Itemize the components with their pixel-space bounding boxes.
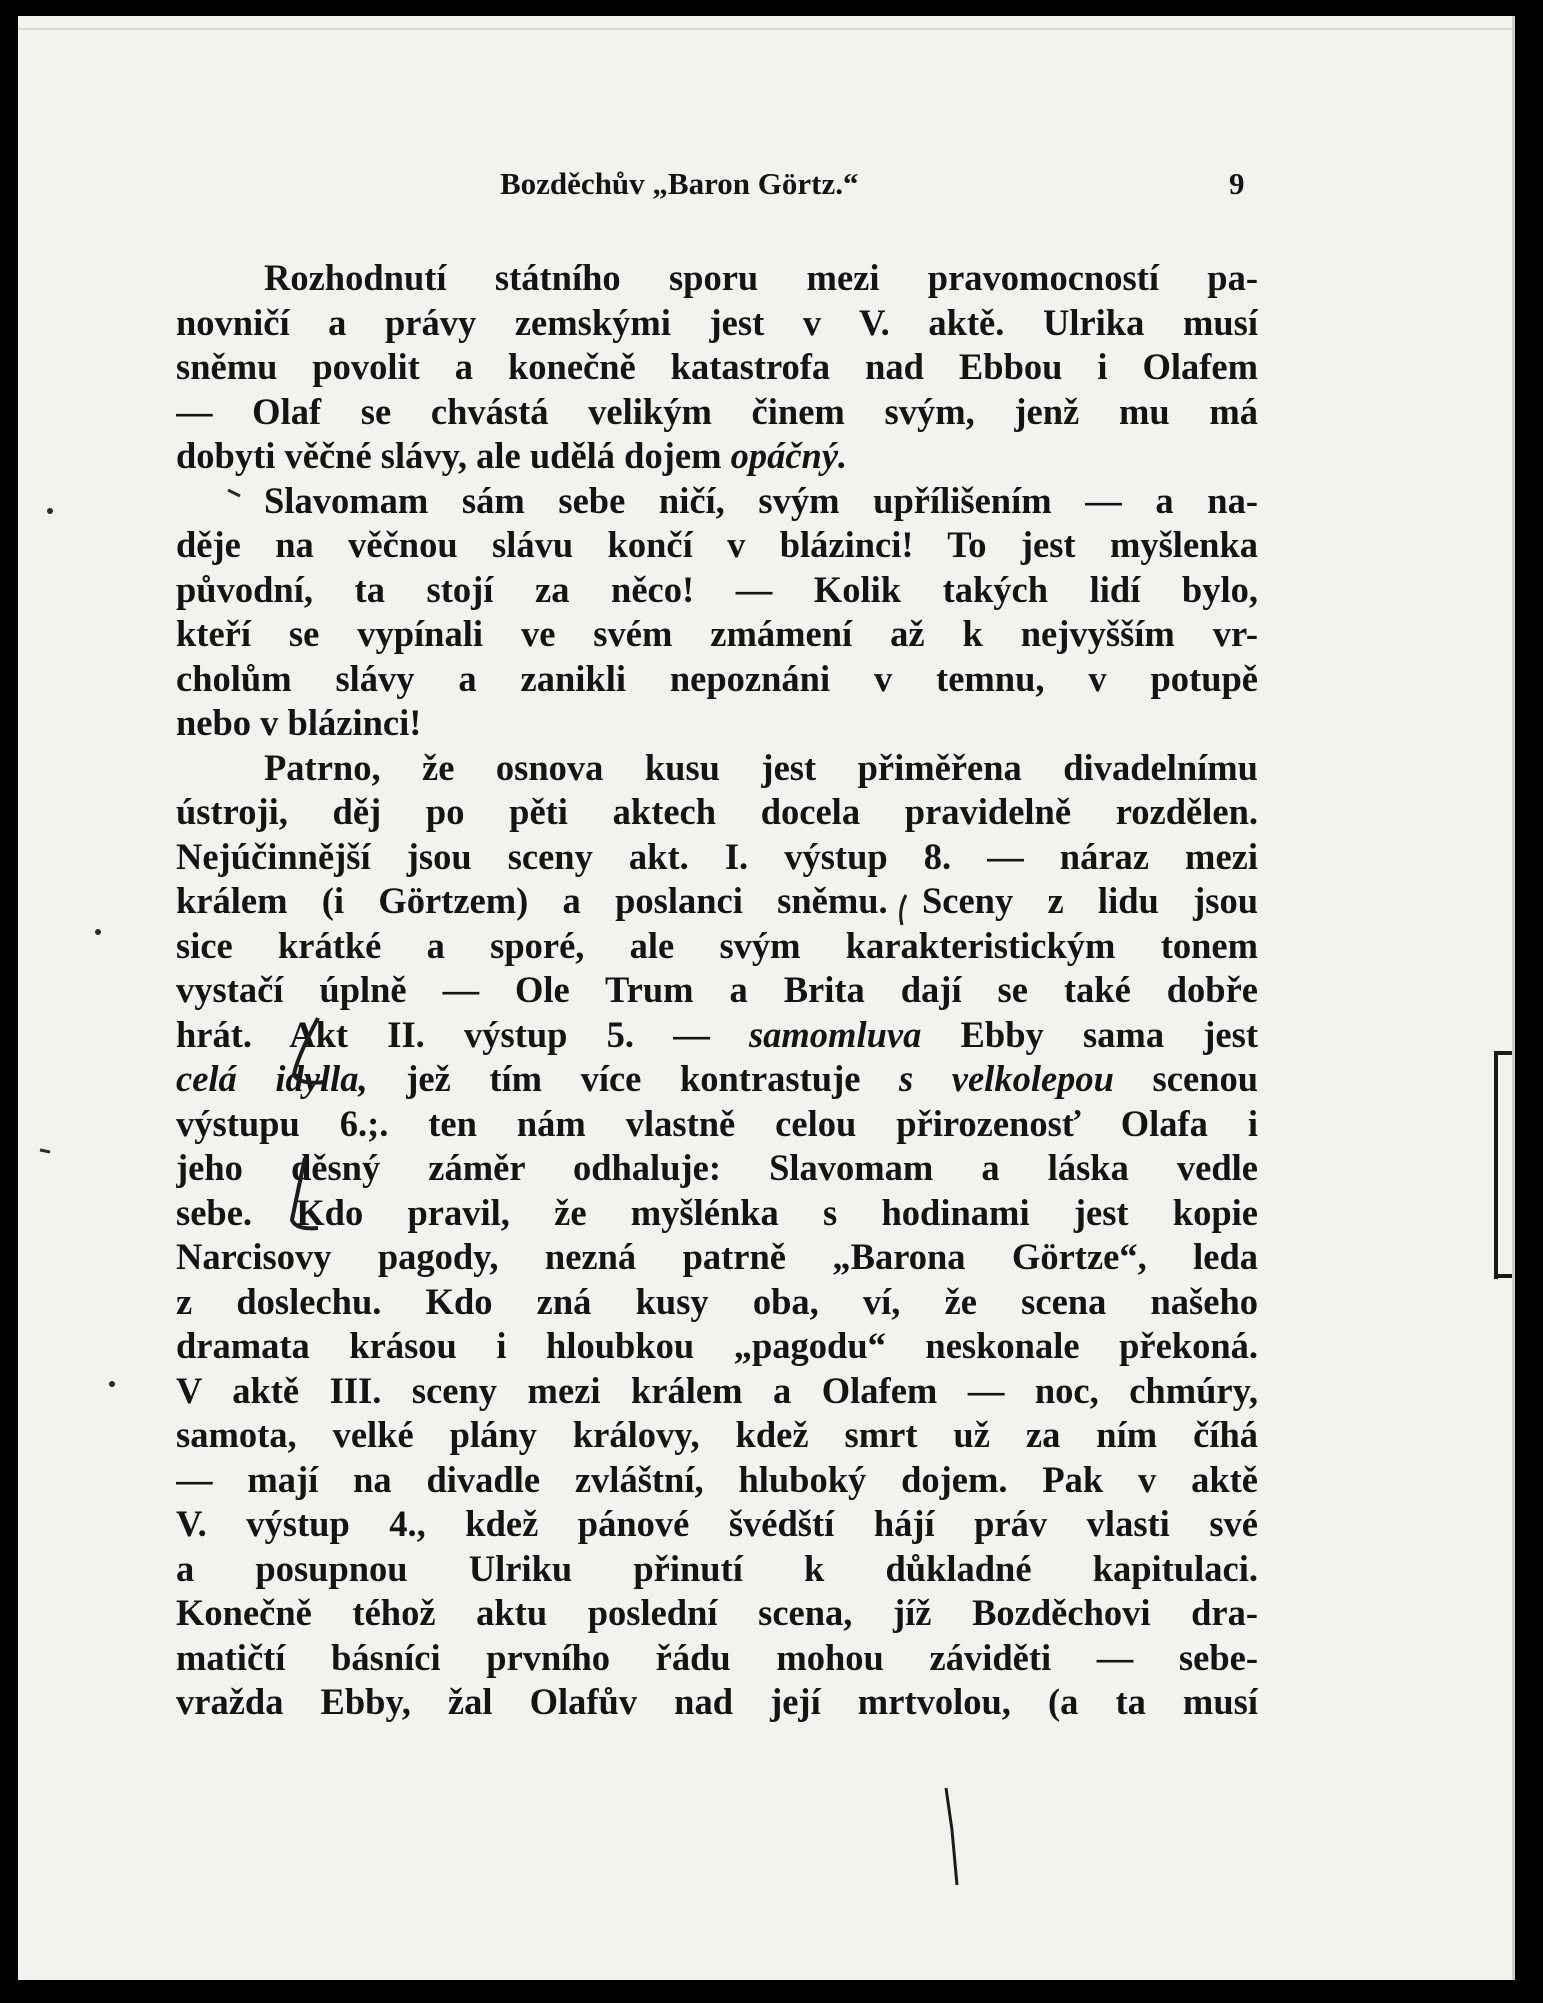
text-line [176, 1369, 1258, 1414]
text-line [176, 1636, 1258, 1681]
text-line [176, 1057, 1258, 1102]
text-run: sice krátké a sporé, ale svým karakteristickým tonem [176, 924, 1258, 966]
text-run: Nejúčinnější jsou sceny akt. I. výstup 8. — náraz mezi [176, 835, 1258, 877]
text-line [176, 390, 1258, 435]
text-run: novničí a právy zemskými jest v V. aktě. Ulrika musí [176, 301, 1258, 343]
text-run: Konečně téhož aktu poslední scena, jíž Bozděchovi dra- [176, 1592, 1258, 1633]
text-run: hrát. Akt II. výstup 5. — [176, 1013, 749, 1055]
page-header [0, 0, 1543, 201]
text-line [176, 345, 1258, 390]
right-edge-mark [1498, 1051, 1512, 1055]
text-run: dramata krásou i hloubkou „pagodu“ neskonale překoná. [176, 1325, 1258, 1366]
text-line [176, 746, 1258, 791]
italic-text: s velkolepou [899, 1058, 1114, 1099]
text-run: jeho děsný záměr odhaluje: Slavomam a láska vedle [176, 1147, 1258, 1188]
text-run: z doslechu. Kdo zná kusy oba, ví, že scena našeho [176, 1280, 1258, 1322]
text-run: matičtí básníci prvního řádu mohou záviděti — sebe- [176, 1636, 1258, 1678]
text-run: — Olaf se chvástá velikým činem svým, jenž mu má [176, 390, 1258, 432]
text-line [176, 657, 1258, 702]
text-line [176, 256, 1258, 301]
text-run: vystačí úplně — Ole Trum a Brita dají se také dobře [176, 969, 1258, 1010]
right-edge-mark [1494, 1051, 1498, 1279]
text-line [176, 1502, 1258, 1547]
text-run: nebo v blázinci! [176, 702, 422, 743]
text-run: původní, ta stojí za něco! — Kolik takých lidí bylo, [176, 568, 1258, 610]
top-shadow-line [18, 28, 1512, 30]
text-line [176, 1146, 1258, 1191]
text-line [176, 1547, 1258, 1592]
text-run: Ebby sama jest [921, 1013, 1258, 1055]
text-run: Slavomam sám sebe ničí, svým upřílišením — a na- [264, 479, 1258, 521]
page-number: 9 [1229, 166, 1245, 201]
text-line [176, 612, 1258, 657]
text-run: Patrno, že osnova kusu jest přiměřena divadelnímu [264, 746, 1258, 788]
text-run: vražda Ebby, žal Olafův nad její mrtvolou, (a ta musí [176, 1681, 1258, 1722]
text-run: ústroji, děj po pěti aktech docela pravidelně rozdělen. [176, 791, 1258, 832]
text-run: děje na věčnou slávu končí v blázinci! To jest myšlenka [176, 524, 1258, 565]
text-run: sněmu povolit a konečně katastrofa nad Ebbou i Olafem [176, 346, 1258, 387]
text-run: kteří se vypínali ve svém zmámení až k nejvyšším vr- [176, 613, 1258, 654]
text-run: Narcisovy pagody, nezná patrně „Barona Görtze“, leda [176, 1236, 1258, 1277]
text-run: V. výstup 4., kdež pánové švédští hájí práv vlasti své [176, 1503, 1258, 1544]
text-line [176, 523, 1258, 568]
text-line [176, 568, 1258, 613]
running-title: Bozděchův „Baron Görtz.“ [500, 166, 859, 201]
text-line [176, 1235, 1258, 1280]
text-run: výstupu 6.;. ten nám vlastně celou přirozenosť Olafa i [176, 1102, 1258, 1144]
text-line [176, 1680, 1258, 1725]
text-line [176, 1191, 1258, 1236]
text-line [176, 879, 1258, 924]
text-line [176, 301, 1258, 346]
right-edge-mark [1496, 1274, 1512, 1278]
text-line [176, 1102, 1258, 1147]
text-line [176, 701, 1258, 746]
text-line [176, 434, 1258, 479]
italic-text: celá idylla, [176, 1058, 368, 1099]
text-run: jež tím více kontrastuje [367, 1058, 899, 1099]
text-line [176, 479, 1258, 524]
text-line [176, 1013, 1258, 1058]
text-line [176, 1591, 1258, 1636]
text-line [176, 790, 1258, 835]
text-run: a posupnou Ulriku přinutí k důkladné kapitulaci. [176, 1547, 1258, 1589]
text-line [176, 968, 1258, 1013]
text-run: dobyti věčné slávy, ale udělá dojem [176, 435, 731, 476]
text-run: scenou [1113, 1058, 1258, 1099]
text-run: — mají na divadle zvláštní, hluboký dojem. Pak v aktě [176, 1458, 1258, 1500]
text-run: Rozhodnutí státního sporu mezi pravomocností pa- [264, 257, 1258, 298]
text-line [176, 1324, 1258, 1369]
text-run: sebe. Kdo pravil, že myšlénka s hodinami jest kopie [176, 1191, 1258, 1233]
text-line [176, 1413, 1258, 1458]
text-run: V aktě III. sceny mezi králem a Olafem — noc, chmúry, [176, 1369, 1258, 1411]
text-run: samota, velké plány královy, kdež smrt už za ním číhá [176, 1414, 1258, 1455]
italic-text: opáčný. [730, 435, 848, 476]
italic-text: samomluva [748, 1013, 922, 1055]
text-run: cholům slávy a zanikli nepoznáni v temnu, v potupě [176, 657, 1258, 699]
body-text [176, 256, 1258, 1725]
text-line [176, 1458, 1258, 1503]
text-line [176, 1280, 1258, 1325]
text-line [176, 835, 1258, 880]
text-run: králem (i Görtzem) a poslanci sněmu. Sceny z lidu jsou [176, 880, 1258, 921]
text-line [176, 924, 1258, 969]
